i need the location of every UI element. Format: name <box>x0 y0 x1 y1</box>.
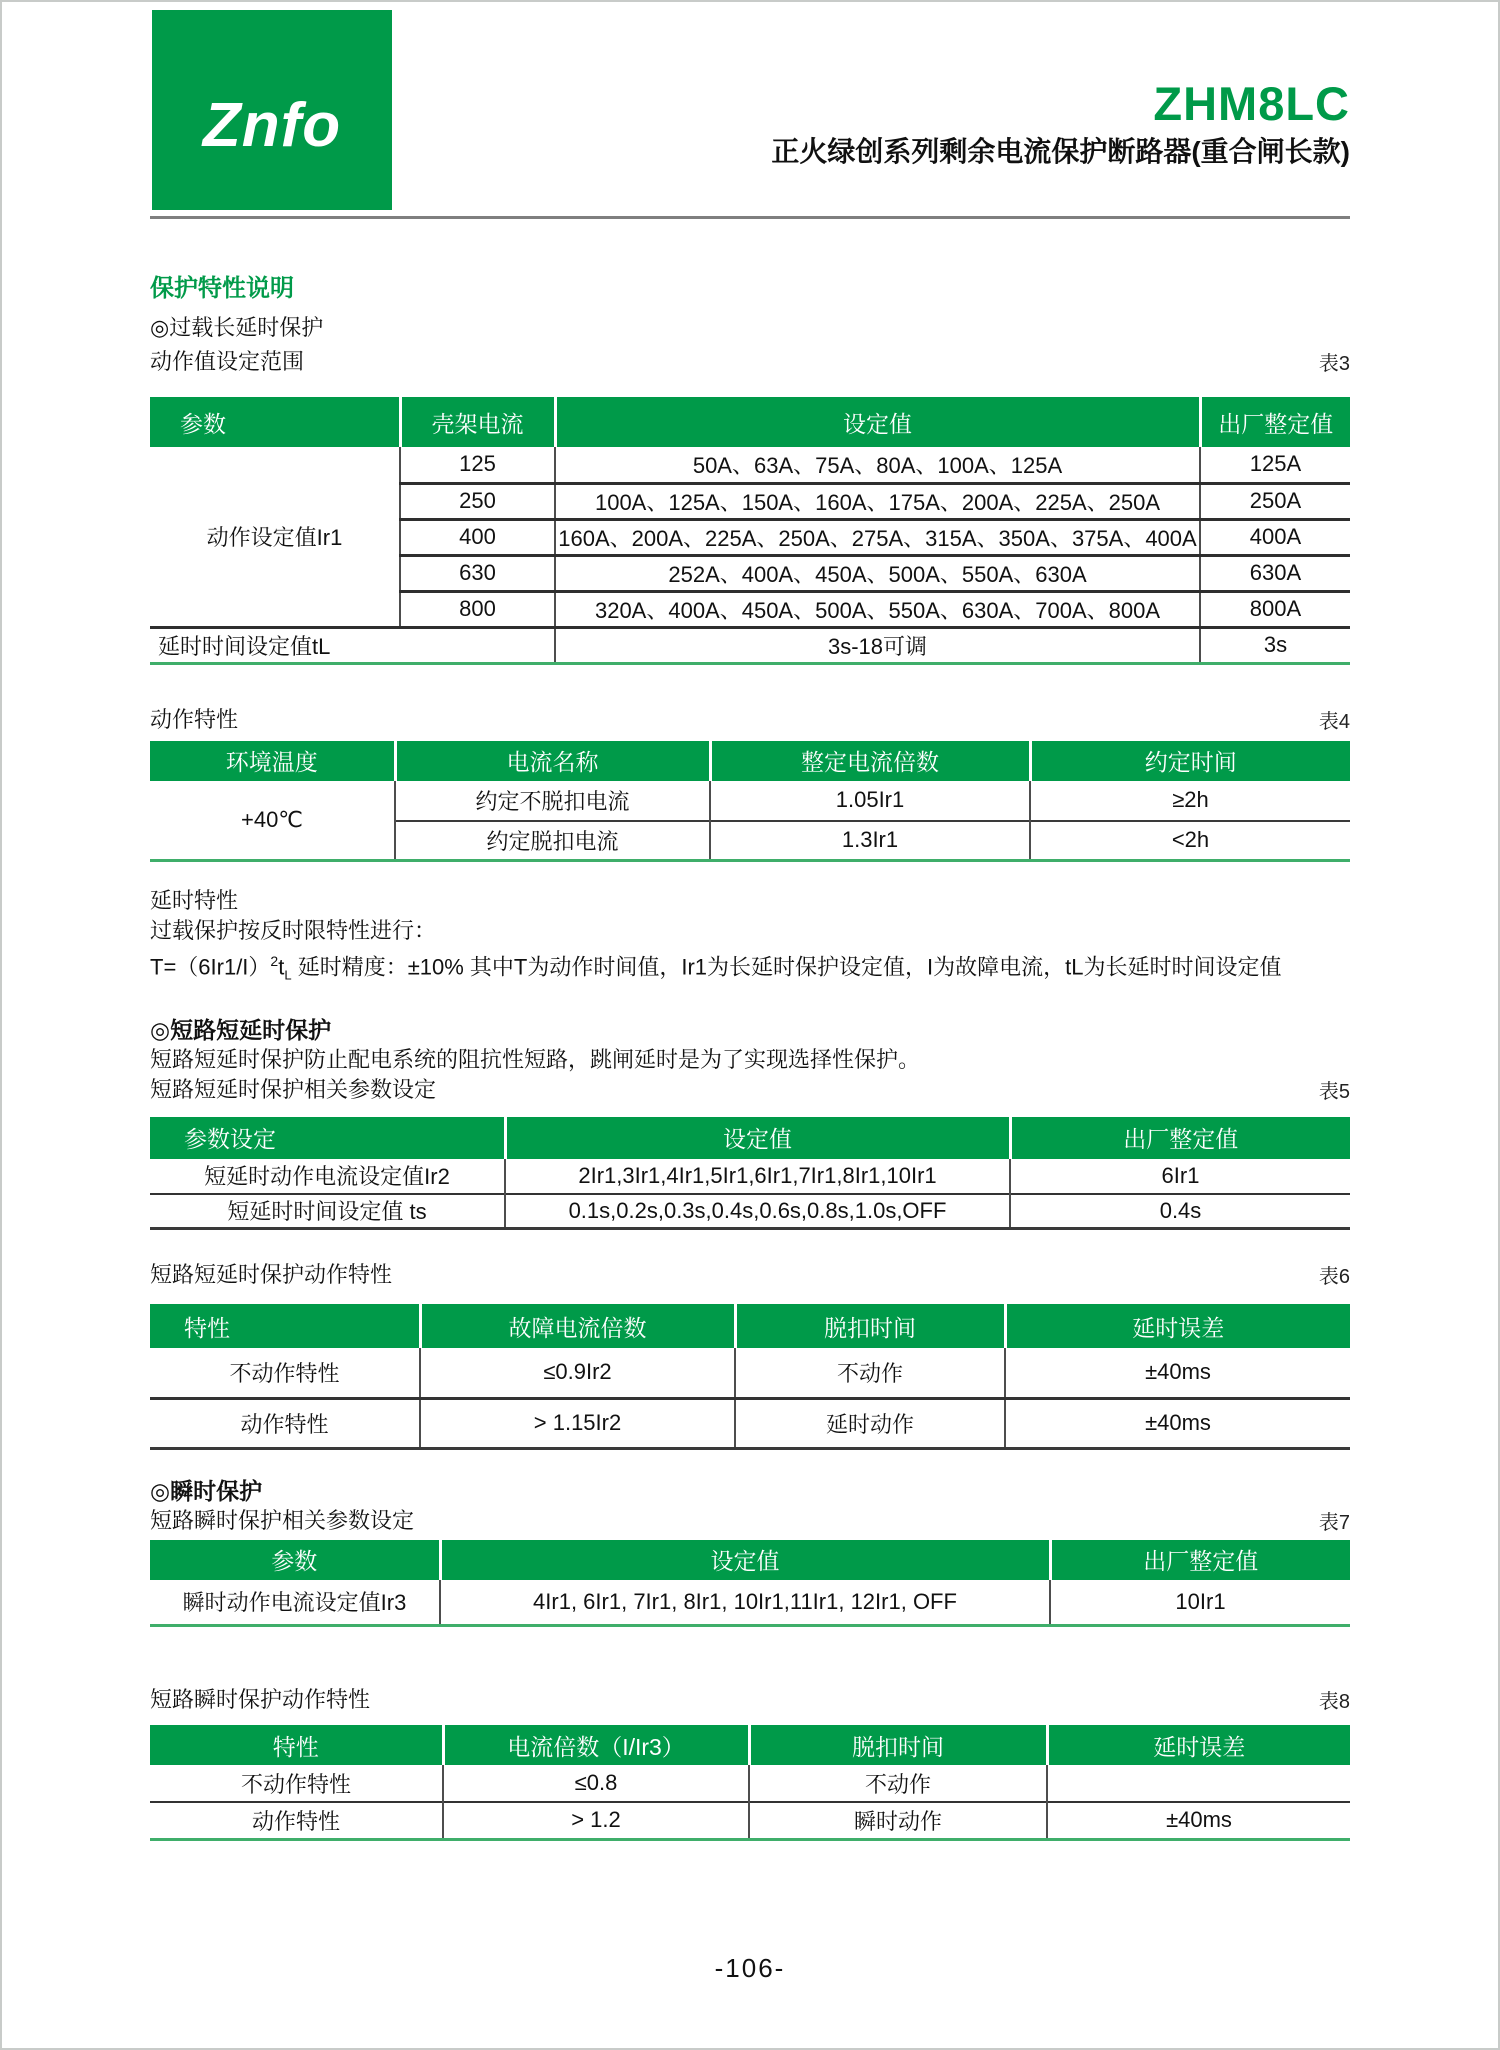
table-cell: 3s <box>1200 627 1350 663</box>
instant-bullet: ◎瞬时保护 <box>150 1477 263 1504</box>
page-number: -106- <box>714 1952 786 1983</box>
table-header-cell: 参数设定 <box>150 1117 505 1159</box>
table-cell: 0.1s,0.2s,0.3s,0.4s,0.6s,0.8s,1.0s,OFF <box>505 1194 1010 1229</box>
table-header-cell: 特性 <box>150 1725 443 1765</box>
table-cell: 250 <box>400 483 555 519</box>
table8-tag: 表8 <box>1318 1691 1350 1714</box>
table-header-cell: 出厂整定值 <box>1200 397 1350 447</box>
table-cell: 100A、125A、150A、160A、175A、200A、225A、250A <box>555 483 1200 519</box>
formula-part: t <box>278 954 285 980</box>
overload-bullet: ◎过载长延时保护 <box>150 315 324 340</box>
table-header-row <box>150 741 1350 781</box>
table4-label: 动作特性 <box>150 706 239 732</box>
delay-title: 延时特性 <box>150 888 239 913</box>
formula-sup: 2 <box>270 953 279 969</box>
table-cell: 800A <box>1200 591 1350 627</box>
delay-formula <box>150 946 1350 991</box>
table-header-cell: 故障电流倍数 <box>420 1304 735 1348</box>
table-header-cell: 电流名称 <box>395 741 710 781</box>
table-cell: 动作特性 <box>150 1398 420 1448</box>
table-header-cell: 壳架电流 <box>400 397 555 447</box>
table-cell: 125 <box>400 447 555 483</box>
page-header <box>150 2 1350 219</box>
table-header-cell: 设定值 <box>505 1117 1010 1159</box>
table3-label-row <box>150 347 1350 377</box>
delay-paragraph <box>150 886 1350 991</box>
table-cell: 320A、400A、450A、500A、550A、630A、700A、800A <box>555 591 1200 627</box>
table-shortdelay-action <box>150 1304 1350 1450</box>
table-header-row <box>150 397 1350 447</box>
table-cell: 252A、400A、450A、500A、550A、630A <box>555 555 1200 591</box>
table-cell: 不动作特性 <box>240 1771 351 1797</box>
table-cell: 250A <box>1200 483 1350 519</box>
table-header-cell: 脱扣时间 <box>735 1304 1005 1348</box>
formula-part: T=（6Ir1/I） <box>150 954 271 980</box>
table-row <box>150 627 1350 663</box>
table5-label: 短路短延时保护相关参数设定 <box>150 1076 437 1102</box>
formula-sub: L <box>284 967 292 983</box>
table8-label-row <box>150 1685 1350 1715</box>
table-row <box>150 1765 1350 1802</box>
table-cell: 瞬时动作 <box>749 1802 1047 1839</box>
table7-label-row <box>150 1506 1350 1536</box>
table-cell: 延时时间设定值tL <box>150 627 555 663</box>
table-header-cell: 出厂整定值 <box>1050 1540 1350 1580</box>
table-row <box>150 1398 1350 1448</box>
table5-label-row <box>150 1075 1350 1105</box>
table-header-cell: 特性 <box>150 1304 420 1348</box>
table5-tag: 表5 <box>1318 1080 1350 1103</box>
table-cell: ±40ms <box>1005 1348 1350 1398</box>
table-cell: <2h <box>1030 821 1350 861</box>
table-header-cell: 约定时间 <box>1030 741 1350 781</box>
delay-line: 过载保护按反时限特性进行： <box>150 918 437 943</box>
table-header-cell: 参数 <box>150 397 400 447</box>
table-header-cell: 设定值 <box>440 1540 1050 1580</box>
table-header-cell: 延时误差 <box>1005 1304 1350 1348</box>
table-cell: 3s-18可调 <box>555 627 1200 663</box>
table-cell-param: 动作设定值Ir1 <box>206 524 343 550</box>
table-cell: 2Ir1,3Ir1,4Ir1,5Ir1,6Ir1,7Ir1,8Ir1,10Ir1 <box>505 1159 1010 1194</box>
table-row <box>150 1802 1350 1839</box>
table-cell: 1.3Ir1 <box>710 821 1030 861</box>
table-cell: 1.05Ir1 <box>710 781 1030 821</box>
table-cell: 短延时动作电流设定值Ir2 <box>204 1164 450 1190</box>
table-cell: 400A <box>1200 519 1350 555</box>
table-cell: 0.4s <box>1010 1194 1350 1229</box>
table-cell: 10Ir1 <box>1050 1580 1350 1626</box>
table-header-row <box>150 1725 1350 1765</box>
table-instant-settings <box>150 1540 1350 1628</box>
table-cell: ±40ms <box>1047 1802 1350 1839</box>
table7-label: 短路瞬时保护相关参数设定 <box>150 1507 415 1533</box>
table-cell: 125A <box>1200 447 1350 483</box>
table-cell: 瞬时动作电流设定值Ir3 <box>182 1590 407 1616</box>
table-cell: 不动作特性 <box>229 1360 340 1386</box>
table-cell: 800 <box>400 591 555 627</box>
table-header-cell: 脱扣时间 <box>749 1725 1047 1765</box>
table-cell: 约定脱扣电流 <box>395 821 710 861</box>
product-model: ZHM8LC <box>1153 77 1350 130</box>
table-cell: 630A <box>1200 555 1350 591</box>
table6-label: 短路短延时保护动作特性 <box>150 1262 393 1288</box>
table-row <box>150 781 1350 821</box>
product-subtitle: 正火绿创系列剩余电流保护断路器(重合闸长款) <box>771 136 1350 167</box>
table-cell: > 1.15Ir2 <box>420 1398 735 1448</box>
table7-tag: 表7 <box>1318 1511 1350 1534</box>
table-header-row <box>150 1117 1350 1159</box>
table-header-cell: 电流倍数（I/Ir3） <box>443 1725 749 1765</box>
table-row <box>150 1159 1350 1194</box>
table-cell: ±40ms <box>1005 1398 1350 1448</box>
table-action-characteristics <box>150 741 1350 863</box>
table-header-cell: 设定值 <box>555 397 1200 447</box>
table-cell: 4Ir1, 6Ir1, 7Ir1, 8Ir1, 10Ir1,11Ir1, 12Ir1, OFF <box>440 1580 1050 1626</box>
table4-label-row <box>150 705 1350 735</box>
table-shortdelay-settings <box>150 1117 1350 1231</box>
table-header-cell: 延时误差 <box>1047 1725 1350 1765</box>
formula-part: 延时精度：±10% 其中T为动作时间值，Ir1为长延时保护设定值，I为故障电流，tL为长延时时间设定值 <box>291 954 1282 980</box>
table3-tag: 表3 <box>1318 353 1350 375</box>
table-cell: 50A、63A、75A、80A、100A、125A <box>555 447 1200 483</box>
table-cell: 6Ir1 <box>1010 1159 1350 1194</box>
shortdelay-bullet: ◎短路短延时保护 <box>150 1016 332 1043</box>
table-row <box>150 447 1350 483</box>
table-header-cell: 参数 <box>150 1540 440 1580</box>
table-header-row <box>150 1540 1350 1580</box>
table-cell-temp: +40℃ <box>240 806 304 832</box>
table-row <box>150 1348 1350 1398</box>
table-cell: 短延时时间设定值 ts <box>150 1194 505 1229</box>
header-divider <box>150 216 1350 219</box>
shortdelay-desc: 短路短延时保护防止配电系统的阻抗性短路，跳闸延时是为了实现选择性保护。 <box>150 1046 921 1072</box>
table-overload-settings <box>150 397 1350 665</box>
table6-tag: 表6 <box>1318 1266 1350 1289</box>
table-cell: > 1.2 <box>443 1802 749 1839</box>
table-cell: 延时动作 <box>735 1398 1005 1448</box>
table3-label: 动作值设定范围 <box>150 349 305 374</box>
table-cell: 160A、200A、225A、250A、275A、315A、350A、375A、400A <box>555 519 1200 555</box>
table-instant-action <box>150 1725 1350 1841</box>
table-header-row <box>150 1304 1350 1348</box>
table-cell: ≥2h <box>1030 781 1350 821</box>
table-row <box>150 1194 1350 1229</box>
brand-logo <box>152 10 392 210</box>
table-header-cell: 出厂整定值 <box>1010 1117 1350 1159</box>
table-cell: 约定不脱扣电流 <box>395 781 710 821</box>
table4-tag: 表4 <box>1318 710 1350 733</box>
table-cell: 630 <box>400 555 555 591</box>
table-cell: 不动作 <box>749 1765 1047 1802</box>
header-title-block <box>771 78 1350 170</box>
table-cell: 不动作 <box>735 1348 1005 1398</box>
section-heading: 保护特性说明 <box>150 275 294 302</box>
table-cell <box>1047 1765 1350 1802</box>
brand-logo-text: Znfo <box>202 90 342 160</box>
table-cell: ≤0.9Ir2 <box>420 1348 735 1398</box>
table-row <box>150 1580 1350 1626</box>
table-cell: 400 <box>400 519 555 555</box>
table-header-cell: 环境温度 <box>150 741 395 781</box>
table-header-cell: 整定电流倍数 <box>710 741 1030 781</box>
table-cell: 动作特性 <box>150 1802 443 1839</box>
table-cell: ≤0.8 <box>443 1765 749 1802</box>
table6-label-row <box>150 1260 1350 1290</box>
table8-label: 短路瞬时保护动作特性 <box>150 1687 371 1713</box>
